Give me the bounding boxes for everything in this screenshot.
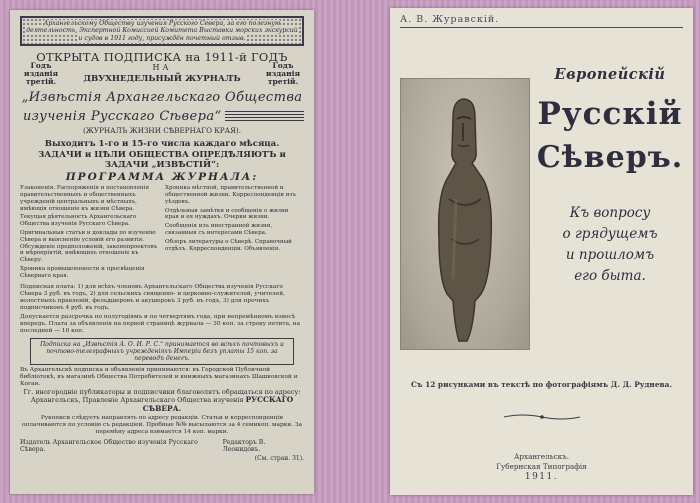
program-item: Узаконенія. Распоряженія и постановленія правительственныхъ и общественныхъ учрежденій центральныхъ и мѣстныхъ, имѣющія отношеніе къ жизни Сѣвера. (20, 185, 149, 212)
na-label: НА (152, 63, 172, 73)
carved-idol-photo (400, 78, 530, 350)
program-heading: ПРОГРАММА ЖУРНАЛА: (65, 171, 259, 184)
program-item: Сообщенія изъ иностранной жизни, связанныя съ интересами Сѣвера. (165, 223, 273, 236)
program-column-left (20, 185, 159, 281)
address-intro: Гг. иногородніе публикаторы и подписчики благоволятъ обращаться по адресу: Архангельскъ, Правленіе Архангельскаго Общества изученія (23, 387, 301, 405)
journal-title-line-2: изученія Русскаго Сѣвера“ (23, 109, 222, 125)
year-label-right: Годъ изданія третій. (265, 61, 301, 87)
year-row (20, 62, 304, 86)
program-item: Хроника мѣстной, правительственной и общественной жизни. Корреспонденціи изъ уѣздовъ. (165, 185, 297, 205)
price-text: Подписная плата: 1) для всѣхъ членовъ Архангельскаго Общества изученія Русскаго Сѣвера 3 руб. въ годъ, 2) для сельскихъ священно- и церковно-служителей, учителей, волостныхъ правленій, фельдшеровъ и акушерокъ 3 руб. въ годъ, 3) для прочихъ подписчиковъ 4 руб. въ годъ. (20, 283, 285, 311)
journal-title-line-1: „Извѣстія Архангельскаго Общества (21, 90, 303, 106)
journal-type: ДВУХНЕДЕЛЬНЫЙ ЖУРНАЛЪ (83, 74, 241, 85)
question-line: Къ вопросу (569, 205, 651, 221)
installment-text: Допускается разсрочка по полугодіямъ и по четвертямъ года, при непремѣнномъ взносѣ впередъ. Плата за объявленія на первой страницѣ журнала — 30 коп. за строку петита, на последней — 10 коп. (20, 313, 301, 334)
title-line-european: Европейскій (554, 66, 666, 83)
journal-title-banner-1 (20, 90, 304, 105)
ornament-lines-right (225, 111, 304, 123)
address-block (20, 389, 304, 414)
right-page-title-page (390, 8, 693, 495)
program-item: Хроника промышленности и просвѣщенія Сѣвернаго края. (20, 265, 145, 279)
page-reference: (См. стран. 31). (254, 455, 304, 463)
wooden-idol-figure (401, 79, 529, 349)
decorative-divider-icon (502, 412, 582, 422)
year-label-left: Годъ изданія третій. (23, 61, 59, 87)
goals-heading: ЗАДАЧИ и ЦѢЛИ ОБЩЕСТВА ОПРЕДѢЛЯЮТЪ и ЗАДАЧИ „ИЗВѢСТІЙ“: (38, 150, 286, 171)
program-item: Отдѣльныя замѣтки и сообщенія о жизни края и ея нуждахъ. Очерки жизни. (165, 207, 289, 221)
postal-subscription-notice: Подписка на „Извѣстія А. О. И. Р. С.“ принимается во всѣхъ почтовыхъ и почтово-телеграфныхъ учрежденіяхъ Имперіи безъ уплаты 15 коп. за переводъ денегъ. (30, 338, 294, 365)
question-line: и прошломъ (565, 247, 655, 263)
program-item: Текущая дѣятельность Архангельскаго Общества изученія Русскаго Сѣвера. (20, 214, 137, 228)
publisher: Издатель Архангельское Общество изученія Русскаго Сѣвера. (20, 439, 198, 454)
book-title-block (530, 66, 690, 287)
imprint-block (390, 452, 693, 482)
editor: Редакторъ В. Леонидовъ. (222, 439, 266, 454)
title-line-russian: Русскій (537, 96, 683, 132)
address-society: РУССКАГО СѢВЕРА. (142, 395, 294, 413)
publisher-footer (20, 439, 304, 453)
title-question (530, 203, 690, 287)
journal-type-block (83, 62, 240, 84)
illustrations-caption: Съ 12 рисунками въ текстѣ по фотографіямъ Д. Д. Руднева. (410, 380, 673, 389)
imprint-press: Губернская Типографія (496, 462, 587, 471)
imprint-city: Архангельскъ. (513, 452, 570, 461)
question-line: его быта. (574, 268, 646, 284)
title-line-north: Сѣверъ. (536, 140, 684, 175)
archangelsk-subscription-text: Въ Архангельскѣ подписка и объявленія принимаются: въ Городской Публичной библіотекѣ, въ магазинѣ Общества Потребителей и книжныхъ магазинахъ Шашковской и Коган. (20, 366, 298, 387)
program-columns (20, 185, 304, 281)
issue-frequency: Выходитъ 1-го и 15-го числа каждаго мѣсяца. (44, 139, 280, 150)
imprint-year: 1911. (524, 472, 559, 482)
award-notice-text: Архангельскому Обществу изучения Русского Севера, за его полезную деятельность, Экспертной Комиссией Комитета Выставки морских экскурсий и судов в 1911 году, присуждён почетный отзыв. (26, 20, 298, 42)
program-item: Оригинальныя статьи и доклады по изученію Сѣвера и выясненію условій его развитія. Обсужденіе предположеній, законопроектовъ и мѣропріятій, имѣющихъ отношеніе къ Сѣверу. (20, 230, 158, 264)
author-name: А. В. Журавскій. (400, 14, 683, 28)
journal-subtitle: (ЖУРНАЛЪ ЖИЗНИ СѢВЕРНАГО КРАЯ). (83, 126, 241, 136)
award-notice-box (20, 16, 304, 46)
program-item: Обзоръ литературы о Сѣверѣ. Справочный отдѣлъ. Корреспонденціи. Объявленія. (165, 238, 292, 252)
journal-title-banner-2 (20, 109, 304, 124)
left-page-advertisement (10, 10, 314, 494)
question-line: о грядущемъ (562, 226, 658, 242)
subscription-heading: ОТКРЫТА ПОДПИСКА на 1911-й ГОДЪ (36, 50, 288, 65)
rules-text: Рукописи слѣдуетъ направлять по адресу редакціи. Статьи и корреспонденціи оплачиваются по условію съ редакціей. Пробные №№ высылаются за 4 семикоп. марки. За перемѣну адреса взимается 14 коп. марки. (22, 415, 302, 436)
program-column-right (165, 185, 304, 281)
